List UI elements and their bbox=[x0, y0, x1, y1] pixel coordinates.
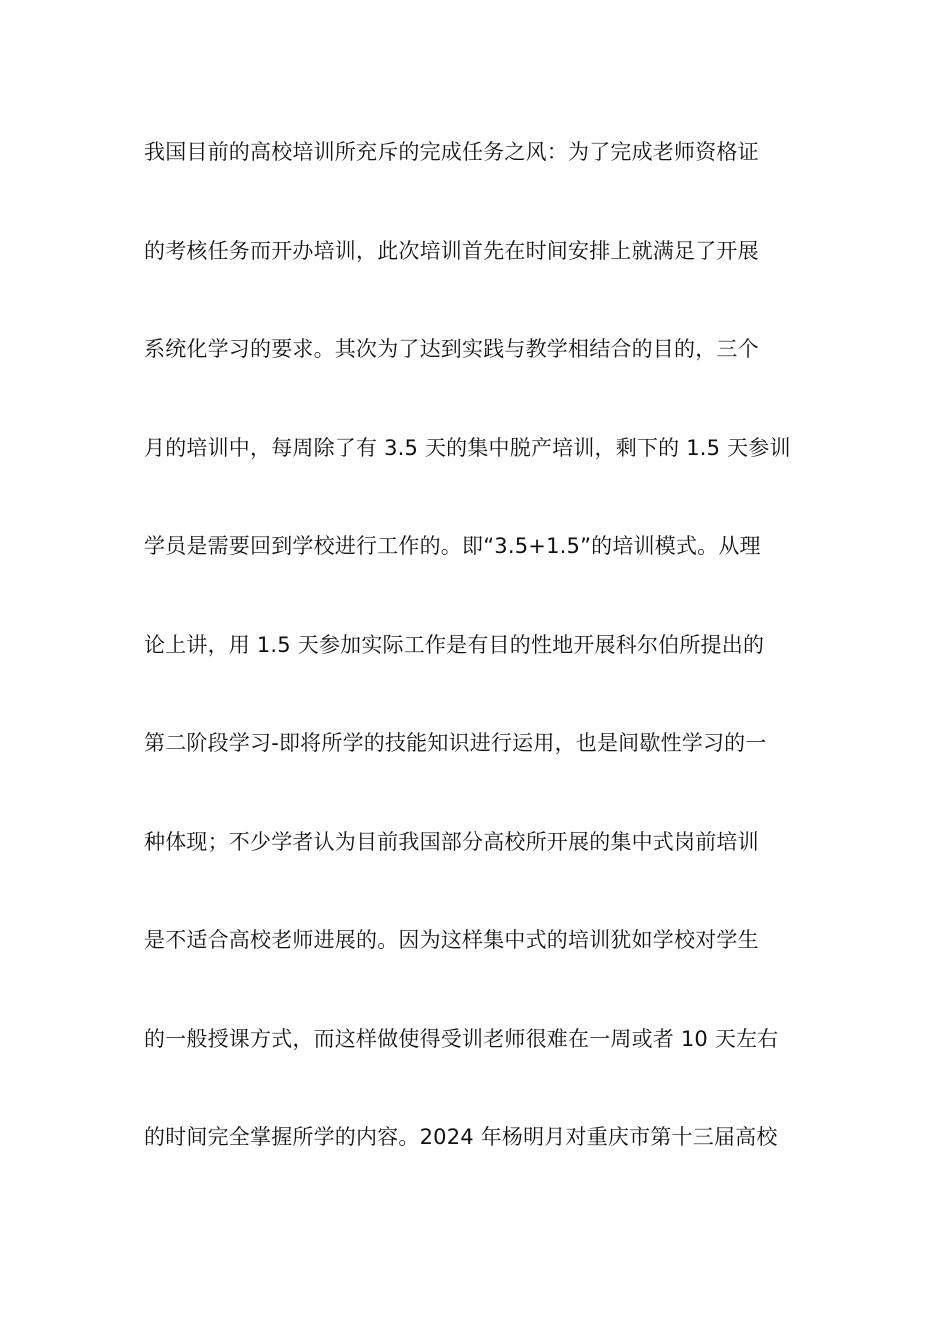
body-paragraph bbox=[144, 136, 808, 1220]
text-line-8: 种体现；不少学者认为目前我国部分高校所开展的集中式岗前培训 bbox=[144, 829, 759, 854]
text-line-7: 第二阶段学习-即将所学的技能知识进行运用，也是间歇性学习的一 bbox=[144, 731, 767, 755]
text-line-10: 的一般授课方式，而这样做使得受训老师很难在一周或者 10 天左右 bbox=[144, 1026, 779, 1051]
text-line-5: 学员是需要回到学校进行工作的。即“3.5+1.5”的培训模式。从理 bbox=[144, 534, 761, 558]
text-line-3: 系统化学习的要求。其次为了达到实践与教学相结合的目的，三个 bbox=[144, 337, 759, 361]
text-line-2: 的考核任务而开办培训，此次培训首先在时间安排上就满足了开展 bbox=[144, 238, 759, 263]
text-line-9: 是不适合高校老师进展的。因为这样集中式的培训犹如学校对学生 bbox=[144, 928, 759, 952]
text-line-4: 月的培训中，每周除了有 3.5 天的集中脱产培训，剩下的 1.5 天参训 bbox=[144, 435, 791, 460]
text-line-6: 论上讲，用 1.5 天参加实际工作是有目的性地开展科尔伯所提出的 bbox=[144, 632, 765, 657]
text-line-1: 我国目前的高校培训所充斥的完成任务之风：为了完成老师资格证 bbox=[144, 140, 759, 164]
text-line-11: 的时间完全掌握所学的内容。2024 年杨明月对重庆市第十三届高校 bbox=[144, 1125, 778, 1149]
